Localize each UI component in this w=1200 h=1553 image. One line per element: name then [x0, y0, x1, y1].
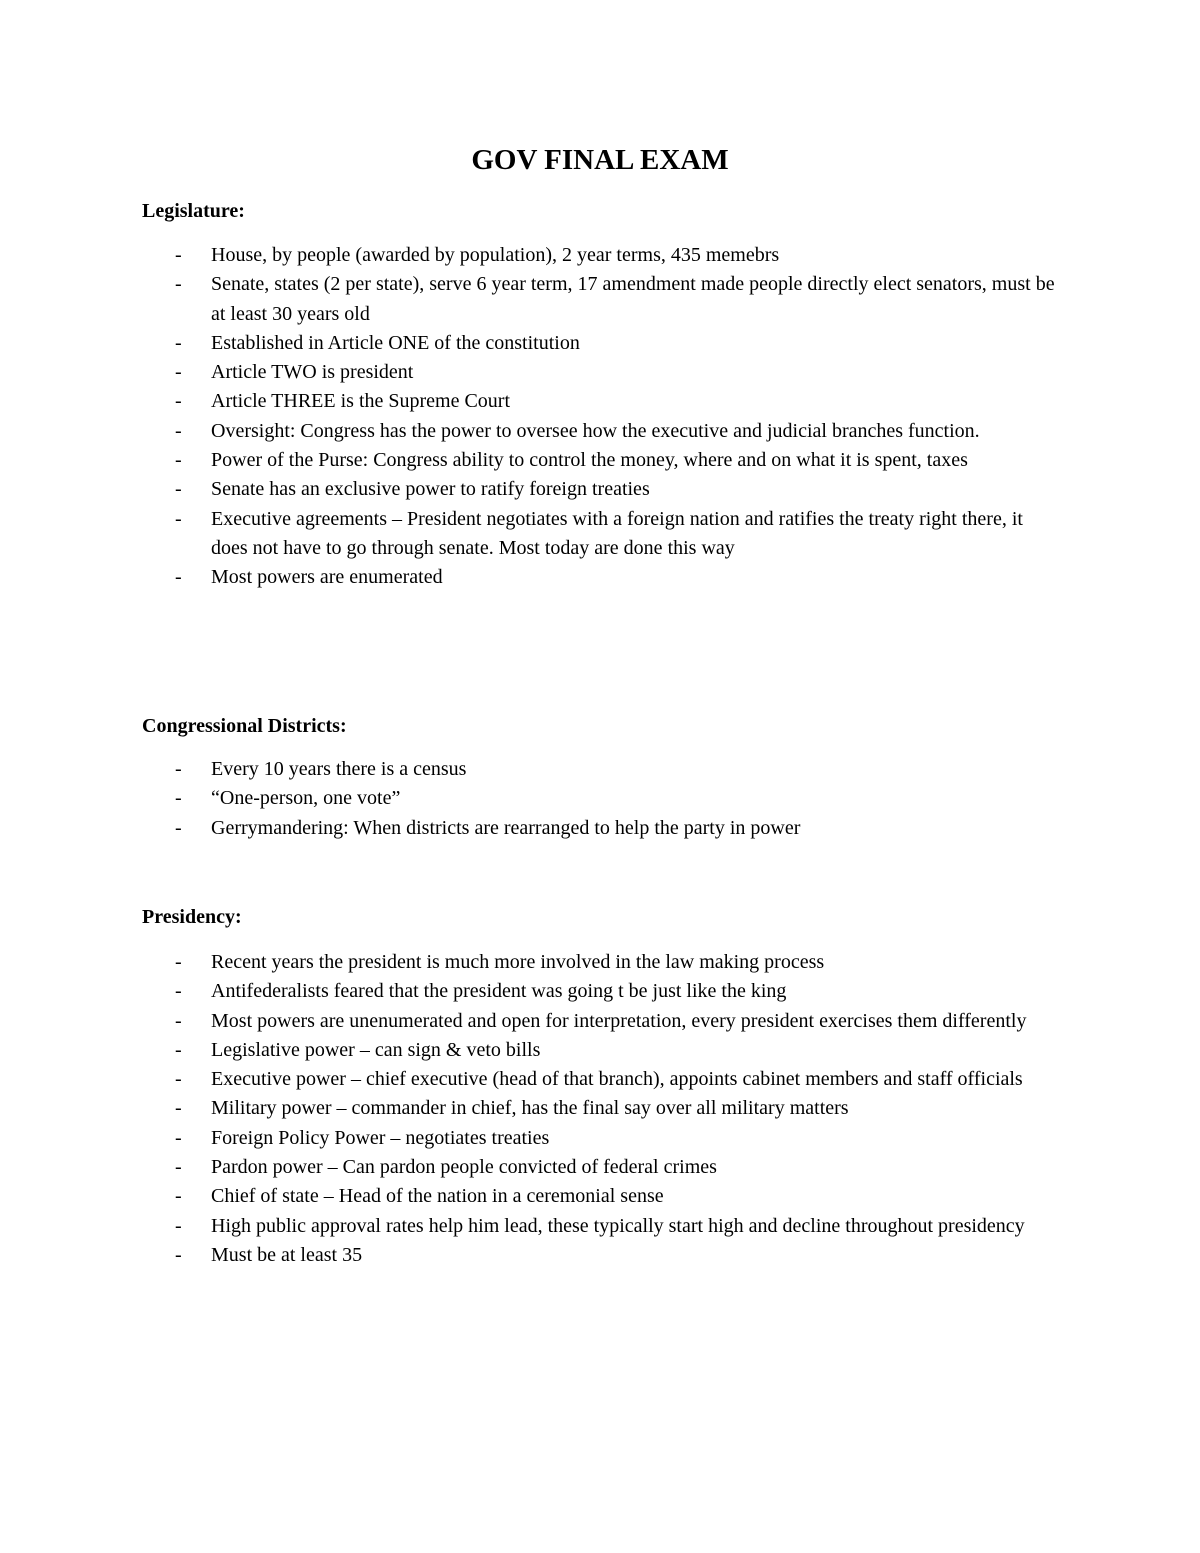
list-item-text: Legislative power – can sign & veto bills — [211, 1038, 541, 1061]
bullet-dash: - — [175, 1097, 182, 1120]
list-item-text: Senate has an exclusive power to ratify foreign treaties — [211, 478, 650, 501]
bullet-dash: - — [175, 1156, 182, 1179]
bullet-dash: - — [175, 449, 182, 472]
list-item-text: “One-person, one vote” — [211, 787, 401, 810]
list-item — [142, 977, 1062, 1006]
list-item-text: Recent years the president is much more involved in the law making process — [211, 951, 825, 973]
list-item — [142, 1065, 1062, 1094]
list-item-text: Established in Article ONE of the constitution — [211, 331, 580, 354]
list-item-text: Senate, states (2 per state), serve 6 year term, 17 amendment made people directly elect senators, must be at least 30 years old — [211, 273, 1055, 325]
list-item — [142, 1182, 1062, 1211]
list-item-text: Power of the Purse: Congress ability to control the money, where and on what it is spent, taxes — [211, 449, 968, 472]
list-item — [142, 446, 1062, 475]
list-item-text: Foreign Policy Power – negotiates treaties — [211, 1126, 550, 1149]
bullet-dash: - — [175, 1126, 182, 1149]
bullet-dash: - — [175, 1009, 182, 1032]
bullet-dash: - — [175, 816, 182, 839]
list-item — [142, 563, 1062, 592]
list-item — [142, 1094, 1062, 1123]
bullet-dash: - — [175, 244, 182, 266]
bullet-dash: - — [175, 1214, 182, 1237]
list-item — [142, 1212, 1062, 1241]
list-item-text: Chief of state – Head of the nation in a ceremonial sense — [211, 1185, 664, 1208]
list-item-text: Most powers are unenumerated and open for interpretation, every president exercises them differently — [211, 1009, 1027, 1032]
bullet-dash: - — [175, 273, 182, 296]
section-heading-congressional-districts: Congressional Districts: — [142, 715, 347, 737]
bullet-dash: - — [175, 980, 182, 1003]
bullet-dash: - — [175, 361, 182, 384]
list-item — [142, 358, 1062, 387]
list-item-text: Article TWO is president — [211, 361, 414, 384]
list-item — [142, 475, 1062, 504]
list-item-text: Executive agreements – President negotiates with a foreign nation and ratifies the treaty right there, it does not have to go through senate. Most today are done this way — [211, 507, 1023, 559]
list-item-text: Must be at least 35 — [211, 1243, 363, 1266]
bullet-dash: - — [175, 758, 182, 780]
list-item-text: Antifederalists feared that the president was going t be just like the king — [211, 980, 787, 1003]
list-item-text: Most powers are enumerated — [211, 566, 443, 589]
list-item-text: Pardon power – Can pardon people convicted of federal crimes — [211, 1156, 717, 1179]
bullet-dash: - — [175, 1068, 182, 1091]
bullet-dash: - — [175, 566, 182, 589]
list-item — [142, 1153, 1062, 1182]
section-heading-presidency: Presidency: — [142, 906, 242, 928]
bullet-dash: - — [175, 1185, 182, 1208]
bullet-dash: - — [175, 507, 182, 530]
list-item — [142, 948, 1062, 977]
list-item-text: High public approval rates help him lead, these typically start high and decline throughout presidency — [211, 1214, 1025, 1237]
bullet-dash: - — [175, 478, 182, 501]
list-item-text: House, by people (awarded by population), 2 year terms, 435 memebrs — [211, 244, 780, 266]
legislature-bullet-list — [142, 241, 1062, 593]
bullet-dash: - — [175, 1038, 182, 1061]
list-item — [142, 755, 1062, 784]
list-item — [142, 417, 1062, 446]
list-item — [142, 1241, 1062, 1270]
list-item-text: Every 10 years there is a census — [211, 758, 467, 780]
list-item-text: Oversight: Congress has the power to oversee how the executive and judicial branches function. — [211, 419, 980, 442]
list-item-text: Executive power – chief executive (head of that branch), appoints cabinet members and staff officials — [211, 1068, 1023, 1091]
list-item — [142, 505, 1062, 564]
section-heading-legislature: Legislature: — [142, 200, 245, 222]
bullet-dash: - — [175, 331, 182, 354]
list-item-text: Gerrymandering: When districts are rearranged to help the party in power — [211, 816, 801, 839]
page-title: GOV FINAL EXAM — [471, 144, 729, 176]
list-item — [142, 329, 1062, 358]
list-item — [142, 814, 1062, 843]
presidency-bullet-list — [142, 948, 1062, 1270]
list-item — [142, 784, 1062, 813]
list-item — [142, 1036, 1062, 1065]
bullet-dash: - — [175, 951, 182, 973]
bullet-dash: - — [175, 390, 182, 413]
list-item-text: Article THREE is the Supreme Court — [211, 390, 511, 413]
bullet-dash: - — [175, 1243, 182, 1266]
list-item — [142, 1007, 1062, 1036]
bullet-dash: - — [175, 419, 182, 442]
bullet-dash: - — [175, 787, 182, 810]
list-item — [142, 241, 1062, 270]
list-item — [142, 270, 1062, 329]
congressional-districts-bullet-list — [142, 755, 1062, 843]
list-item — [142, 387, 1062, 416]
list-item — [142, 1124, 1062, 1153]
list-item-text: Military power – commander in chief, has the final say over all military matters — [211, 1097, 849, 1120]
